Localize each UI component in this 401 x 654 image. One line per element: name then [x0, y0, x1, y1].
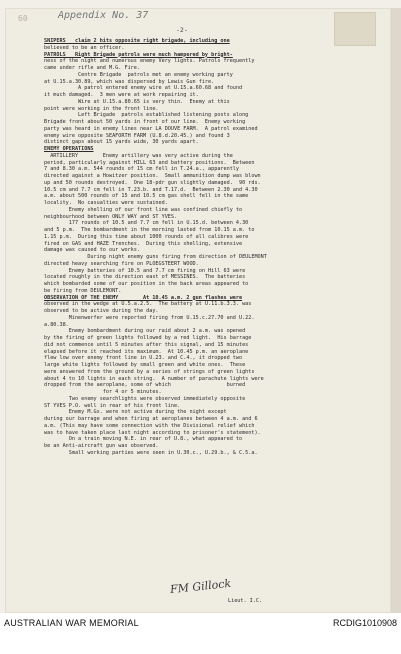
report-line: PATROLS Right Brigade patrols were much hampered by bright-: [44, 51, 233, 58]
report-line: fired on GAS and HAZE Trenches. During this shelling, extensive: [44, 240, 243, 247]
report-line: which bombarded some of our position in the back areas appeared to: [44, 281, 249, 287]
report-line: damage was caused to our works.: [44, 247, 140, 254]
report-line: point were working in the front line.: [44, 105, 159, 112]
report-line: Enemy M.Gs. were not active during the night except: [44, 409, 227, 416]
report-line: for 4 or 5 minutes.: [44, 389, 162, 395]
report-body: [44, 38, 384, 457]
report-line: OBSERVATION OF THE ENEMY At 10.45 a.m. 2 gun flashes were: [44, 294, 243, 301]
report-line: large white lights followed by small green and white ones. These: [44, 362, 246, 368]
report-line: 177 rounds of 10.5 and 7.7 cm fell in U.15.d. between 4.30: [44, 220, 249, 227]
report-line: was to have taken place last night according to prisoner's statement).: [44, 429, 261, 436]
report-line: up and 50 rounds destroyed. One 18-pdr gun slightly damaged. 90 rds.: [44, 179, 261, 186]
report-line: it much damaged. 3 men were at work repairing it.: [44, 92, 199, 98]
report-line: locality. No casualties were sustained.: [44, 200, 168, 206]
report-line: ness of the night and numerous enemy Very lights. Patrols frequently: [44, 58, 255, 65]
page-number: -2-: [176, 26, 188, 34]
report-line: be firing from DEULEMONT.: [44, 287, 122, 294]
footer-source: AUSTRALIAN WAR MEMORIAL: [4, 618, 139, 628]
report-line: 10.5 cm and 7.7 cm fell in T.23.b. and T.17.d. Between 2.30 and 4.30: [44, 186, 258, 193]
report-line: dropped from the aeroplane, some of which burned: [44, 382, 246, 389]
report-line: came under rifle and M.G. Fire.: [44, 65, 140, 71]
report-line: located roughly in the direction east of MESSINES. The batteries: [44, 274, 246, 281]
report-line: directed against a Howitzer position. Small ammunition dump was blown: [44, 173, 261, 179]
report-line: directed heavy searching fire on PLOEGSTEERT WOOD.: [44, 260, 199, 267]
report-line: Enemy batteries of 10.5 and 7.7 cm firing on Hill 63 were: [44, 267, 246, 274]
handwritten-signature: FM Gillock: [169, 576, 232, 597]
report-line: Centre Brigade patrols met an enemy working party: [44, 71, 233, 78]
report-line: and 5 p.m. The bombardment in the morning lasted from 10.15 a.m. to: [44, 227, 255, 233]
signature-rank: Lieut. I.C.: [228, 597, 263, 604]
report-line: enemy wire opposite SEAFORTH FARM (U.8.d.20.45.) and found 3: [44, 132, 230, 139]
report-line: A patrol entered enemy wire at U.15.a.60.68 and found: [44, 85, 243, 92]
appendix-label: Appendix No. 37: [58, 10, 149, 21]
report-line: party was heard in enemy lines near LA DOUVE FARM. A patrol examined: [44, 125, 258, 132]
report-line: about 4 to 10 lights in each string. A number of parachute lights were: [44, 375, 264, 382]
report-line: 7 and 8.30 a.m. 544 rounds of 15 cm fell in T.24.a., apparently: [44, 166, 239, 173]
report-line: period, particularly against HILL 63 and battery positions. Between: [44, 159, 255, 166]
report-line: did not commence until 5 minutes after this signal, and 15 minutes: [44, 341, 249, 348]
report-line: Minenwerfer were reported firing from U.15.c.27.70 and U.22.: [44, 314, 255, 321]
page-edge: [391, 8, 401, 613]
report-line: Brigade front about 50 yards in front of our line. Enemy working: [44, 119, 246, 125]
report-line: ENEMY OPERATIONS: [44, 146, 94, 152]
report-line: During night enemy guns firing from direction of DEULEMONT: [44, 254, 267, 260]
report-line: Enemy shelling of our front line was confined chiefly to: [44, 206, 243, 213]
report-line: were answered from the ground by a series of strings of green lights: [44, 368, 255, 375]
report-line: ARTILLERY Enemy artillery was very active during the: [44, 152, 233, 159]
report-line: by the firing of green lights followed by a red light. His barrage: [44, 335, 252, 341]
report-line: observed to be active during the day.: [44, 308, 159, 314]
report-line: elapsed before it reached its maximum. At 10.45 p.m. an aeroplane: [44, 348, 249, 355]
footer-id: RCDIG1010908: [332, 618, 397, 628]
report-line: Left Brigade patrols established listening posts along: [44, 112, 249, 119]
report-line: Enemy bombardment during our raid about 2 a.m. was opened: [44, 328, 246, 335]
report-line: observed in the wedge at U.5.a.2.5. The battery at U.11.b.3.3. was: [44, 301, 252, 308]
report-line: believed to be an officer.: [44, 44, 125, 51]
report-line: be an Anti-aircraft gun was observed.: [44, 443, 159, 449]
corner-number: 60: [18, 14, 28, 23]
report-line: a.m. about 500 rounds of 15 and 10.5 cm gas shell fell in the same: [44, 193, 249, 200]
report-line: On a train moving N.E. in rear of U.8., what appeared to: [44, 436, 243, 443]
report-line: distinct gaps about 15 yards wide, 30 yards apart.: [44, 139, 199, 146]
report-line: SNIPERS claim 2 hits opposite right brigade, including one: [44, 38, 230, 44]
report-line: neighbourhood between ONLY WAY and ST YVES.: [44, 213, 178, 220]
report-line: during our barrage and when firing at aeroplanes between 4 a.m. and 6: [44, 416, 258, 422]
report-line: ST YVES P.O. well in rear of his front line.: [44, 402, 181, 409]
report-line: a.80.38.: [44, 321, 69, 328]
report-line: 1.15 p.m. During this time about 1000 rounds of all calibres were: [44, 233, 249, 240]
report-line: Two enemy searchlights were observed immediately opposite: [44, 395, 246, 402]
report-line: Wire at U.15.a.80.65 is very thin. Enemy at this: [44, 98, 230, 105]
report-line: Small working parties were seen in U.30.c., U.29.b., & C.5.a.: [44, 449, 258, 456]
report-line: flew low over enemy front line in U.23. and C.4., it dropped two: [44, 355, 243, 362]
report-line: at U.15.a.30.89, which was dispersed by Lewis Gun fire.: [44, 78, 215, 85]
report-line: a.m. (This may have some connection with the Divisional relief which: [44, 422, 255, 429]
